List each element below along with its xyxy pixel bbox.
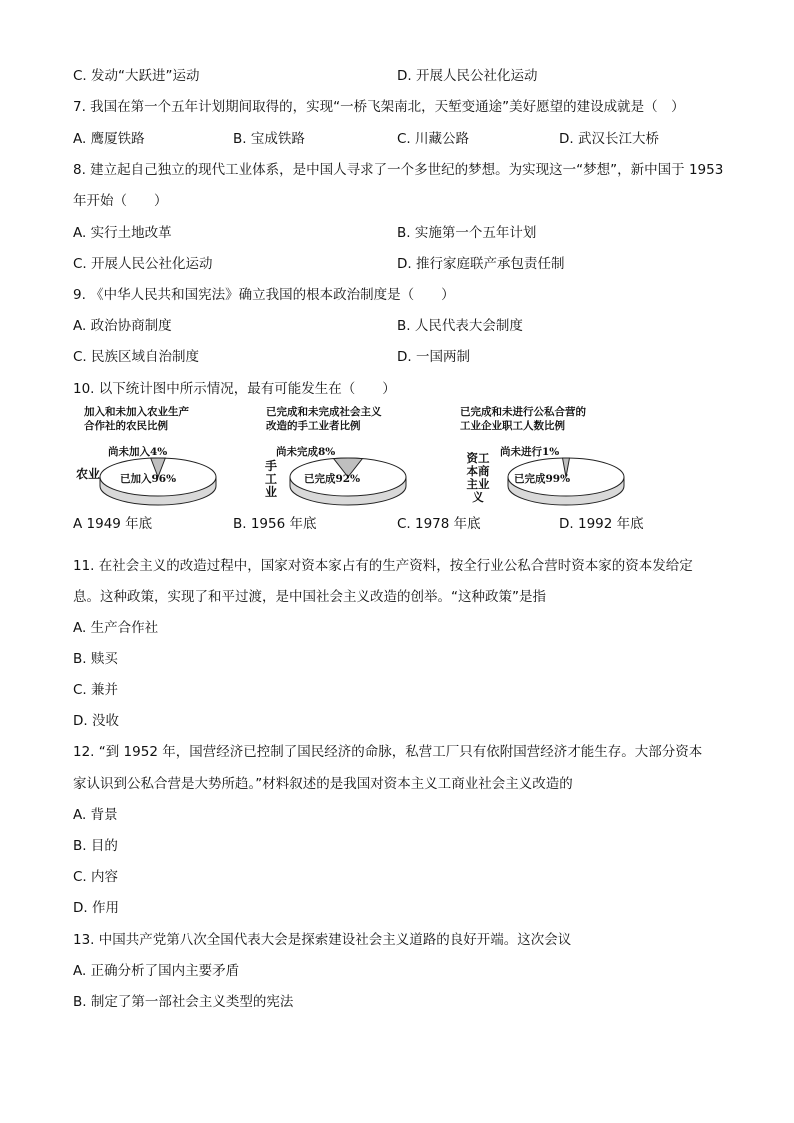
q11-stem-line1: 11. 在社会主义的改造过程中，国家对资本家占有的生产资料，按全行业公私合营时资本家的资本发给定 [73,558,693,574]
chart3-big-label: 已完成99% [514,473,571,485]
chart3-title-line2: 工业企业职工人数比例 [460,420,565,432]
q10-stem: 10. 以下统计图中所示情况，最有可能发生在（ ） [73,381,396,397]
q9-option-a: A. 政治协商制度 [73,318,172,334]
chart1-title-line2: 合作社的农民比例 [84,420,168,432]
q9-option-c: C. 民族区域自治制度 [73,349,200,365]
chart2-small-label: 尚未完成8% [276,446,336,458]
chart3-side-label: 资工本商主业义 [466,451,490,504]
chart3-small-label: 尚未进行1% [500,446,560,458]
chart2-side-label: 手工业 [264,459,277,499]
q10-option-a: A 1949 年底 [73,516,153,532]
q8-option-a: A. 实行土地改革 [73,225,172,241]
q9-stem: 9. 《中华人民共和国宪法》确立我国的根本政治制度是（ ） [73,287,455,303]
chart2-title-line1: 已完成和未完成社会主义 [266,406,382,418]
q8-stem-line1: 8. 建立起自己独立的现代工业体系，是中国人寻求了一个多世纪的梦想。为实现这一“梦想”，新中国于 1953 [73,162,724,178]
q10-option-c: C. 1978 年底 [397,516,481,532]
q12-stem-line1: 12. “到 1952 年，国营经济已控制了国民经济的命脉，私营工厂只有依附国营经济才能生存。大部分资本 [73,744,703,760]
q8-option-c: C. 开展人民公社化运动 [73,256,213,272]
q8-option-d: D. 推行家庭联产承包责任制 [397,256,565,272]
q11-option-b: B. 赎买 [73,651,118,667]
chart3-title-line1: 已完成和未进行公私合营的 [460,406,586,418]
q7-option-d: D. 武汉长江大桥 [559,131,659,147]
q7-option-b: B. 宝成铁路 [233,131,305,147]
chart1-title-line1: 加入和未加入农业生产 [84,406,189,418]
q13-option-a: A. 正确分析了国内主要矛盾 [73,963,240,979]
q10-charts [70,402,730,510]
chart1-side-label: 农业 [75,467,100,481]
q8-stem-line2: 年开始（ ） [73,193,168,209]
q7-option-c: C. 川藏公路 [397,131,470,147]
q13-option-b: B. 制定了第一部社会主义类型的宪法 [73,994,294,1010]
q11-option-c: C. 兼并 [73,682,119,698]
q7-option-a: A. 鹰厦铁路 [73,131,145,147]
chart2-title-line2: 改造的手工业者比例 [266,420,361,432]
q9-option-b: B. 人民代表大会制度 [397,318,523,334]
q9-option-d: D. 一国两制 [397,349,470,365]
q7-stem: 7. 我国在第一个五年计划期间取得的，实现“一桥飞架南北，天堑变通途”美好愿望的建设成就是（ ） [73,99,685,115]
q6-option-d: D. 开展人民公社化运动 [397,68,538,84]
q10-option-d: D. 1992 年底 [559,516,644,532]
q12-option-a: A. 背景 [73,807,118,823]
q11-option-d: D. 没收 [73,713,119,729]
q12-option-b: B. 目的 [73,838,118,854]
q12-stem-line2: 家认识到公私合营是大势所趋。”材料叙述的是我国对资本主义工商业社会主义改造的 [73,776,573,792]
q8-option-b: B. 实施第一个五年计划 [397,225,537,241]
q10-option-b: B. 1956 年底 [233,516,317,532]
q12-option-d: D. 作用 [73,900,119,916]
q12-option-c: C. 内容 [73,869,119,885]
chart1-small-label: 尚未加入4% [108,446,168,458]
chart2-big-label: 已完成92% [304,473,361,485]
chart1-big-label: 已加入96% [120,473,177,485]
q11-option-a: A. 生产合作社 [73,620,159,636]
q11-stem-line2: 息。这种政策，实现了和平过渡，是中国社会主义改造的创举。“这种政策”是指 [73,589,546,605]
q13-stem: 13. 中国共产党第八次全国代表大会是探索建设社会主义道路的良好开端。这次会议 [73,932,572,948]
q6-option-c: C. 发动“大跃进”运动 [73,68,200,84]
